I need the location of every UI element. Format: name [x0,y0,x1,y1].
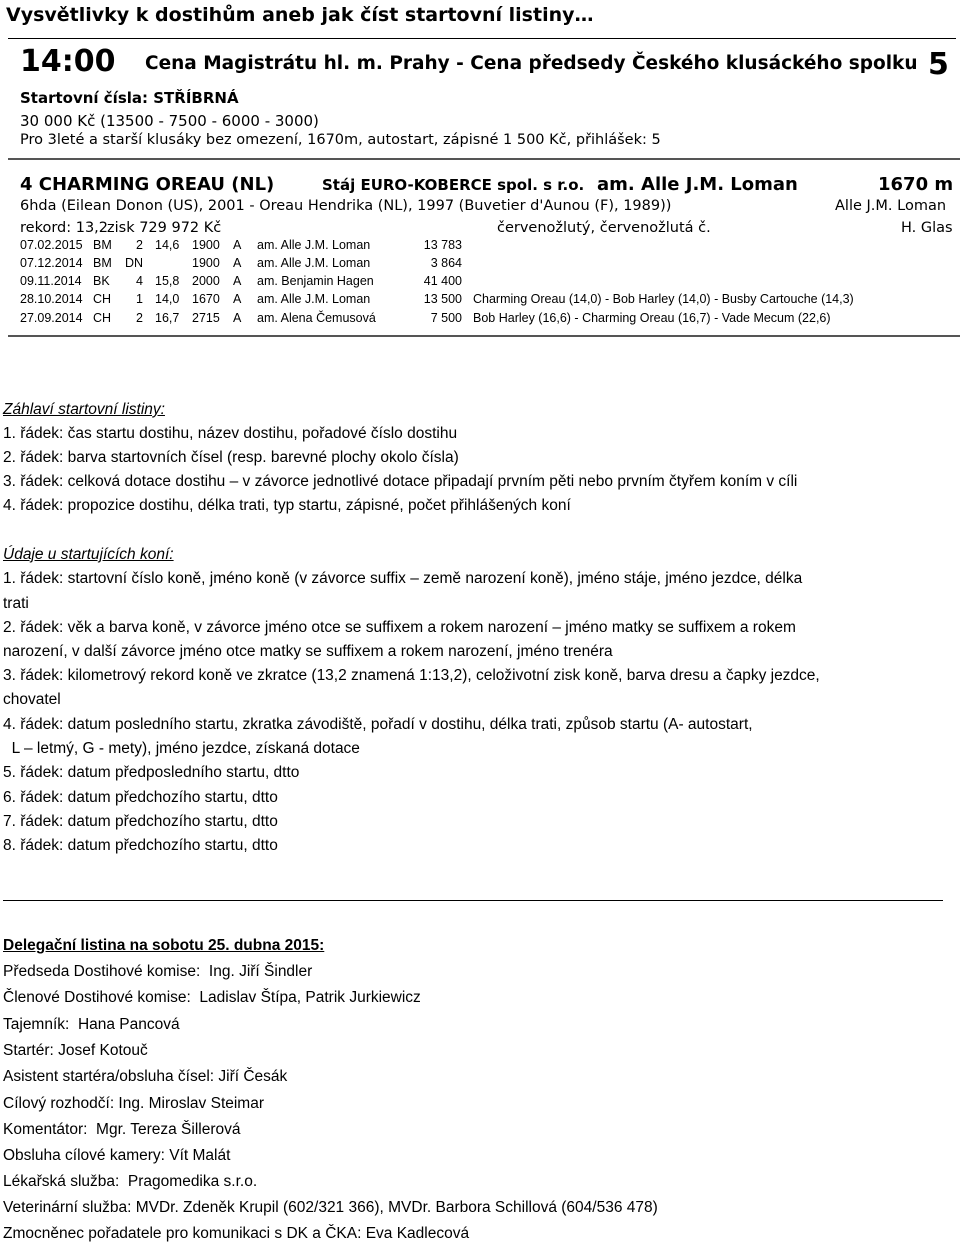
horse-record: rekord: 13,2 [20,220,109,236]
horse-distance: 1670 m [878,174,954,195]
run-start-type: A [233,238,242,252]
delegation-line: Startér: Josef Kotouč [3,1042,148,1059]
run-start-type: A [233,274,242,288]
horse-earnings: zisk 729 972 Kč [107,220,222,236]
run-distance: 2715 [192,311,220,325]
horse-owner: Alle J.M. Loman [835,198,947,214]
run-km-time: 14,6 [155,238,180,252]
explanation-line: 5. řádek: datum předposledního startu, dtto [3,764,300,781]
run-position: 1 [136,292,143,306]
run-track: BM [93,256,112,270]
run-date: 28.10.2014 [20,292,83,306]
table-row [0,292,960,310]
delegation-line: Obsluha cílové kamery: Vít Malát [3,1147,231,1164]
delegation-line: Veterinární služba: MVDr. Zdeněk Krupil (602/321 366), MVDr. Barbora Schillová (604/536 478) [3,1199,658,1216]
page-title: Vysvětlivky k dostihům aneb jak číst startovní listiny… [6,4,594,26]
delegation-line: Zmocněnec pořadatele pro komunikaci s DK a ČKA: Eva Kadlecová [3,1225,470,1242]
run-prize: 13 500 [423,292,462,306]
run-start-type: A [233,311,242,325]
run-track: BK [93,274,110,288]
explanation-line: 2. řádek: věk a barva koně, v závorce jméno otce se suffixem a rokem narození – jméno matky se suffixem a rokem [3,619,796,636]
run-date: 07.02.2015 [20,238,83,252]
horse-number-name: 4 CHARMING OREAU (NL) [20,174,275,195]
run-prize: 41 400 [423,274,462,288]
run-km-time: 15,8 [155,274,180,288]
explanation-line: 8. řádek: datum předchozího startu, dtto [3,837,278,854]
run-result: Charming Oreau (14,0) - Bob Harley (14,0) - Busby Cartouche (14,3) [473,292,854,306]
bib-colors: Startovní čísla: STŘÍBRNÁ [20,89,239,107]
run-km-time: 14,0 [155,292,180,306]
horse-colors: červenožlutý, červenožlutá č. [497,220,711,236]
race-name: Cena Magistrátu hl. m. Prahy - Cena předsedy Českého klusáckého spolku [145,53,918,74]
run-start-type: A [233,256,242,270]
delegation-line: Lékařská služba: Pragomedika s.r.o. [3,1173,258,1190]
horse-explanation-heading: Údaje u startujících koní: [3,546,174,563]
explanation-line: 2. řádek: barva startovních čísel (resp. barevné plochy okolo čísla) [3,449,459,466]
horse-stable: Stáj EURO-KOBERCE spol. s r.o. [322,176,585,194]
race-number: 5 [928,47,949,82]
run-date: 07.12.2014 [20,256,83,270]
explanation-line: 3. řádek: celková dotace dostihu – v závorce jednotlivé dotace připadají prvním pěti nebo prvním čtyřem koním v cíli [3,473,798,490]
table-row [0,274,960,292]
delegation-heading: Delegační listina na sobotu 25. dubna 2015: [3,937,325,954]
run-driver: am. Alle J.M. Loman [257,256,371,270]
run-driver: am. Alle J.M. Loman [257,292,371,306]
run-distance: 1900 [192,256,220,270]
delegation-line: Tajemník: Hana Pancová [3,1016,180,1033]
run-date: 27.09.2014 [20,311,83,325]
run-position: 4 [136,274,143,288]
race-prize: 30 000 Kč (13500 - 7500 - 6000 - 3000) [20,112,319,130]
horse-trainer: H. Glas [901,220,953,236]
title-divider [8,38,956,39]
table-row [0,238,960,256]
run-position: 2 [136,238,143,252]
delegation-line: Komentátor: Mgr. Tereza Šillerová [3,1121,241,1138]
header-explanation-heading: Záhlaví startovní listiny: [3,401,165,418]
run-distance: 1900 [192,238,220,252]
run-start-type: A [233,292,242,306]
race-divider [8,158,960,160]
run-position: DN [125,256,144,270]
delegation-line: Předseda Dostihové komise: Ing. Jiří Šindler [3,963,313,980]
run-position: 2 [136,311,143,325]
run-distance: 2000 [192,274,220,288]
explanation-line: 6. řádek: datum předchozího startu, dtto [3,789,278,806]
run-km-time: 16,7 [155,311,180,325]
explanation-line: 1. řádek: startovní číslo koně, jméno koně (v závorce suffix – země narození koně), jméno stáje, jméno jezdce, délka [3,570,803,587]
run-prize: 3 864 [430,256,462,270]
delegation-line: Členové Dostihové komise: Ladislav Štípa, Patrik Jurkiewicz [3,989,421,1006]
run-driver: am. Alle J.M. Loman [257,238,371,252]
explanation-line: L – letmý, G - mety), jméno jezdce, získaná dotace [3,740,360,757]
explanation-line: 4. řádek: propozice dostihu, délka trati, typ startu, zápisné, počet přihlášených koní [3,497,571,514]
delegation-line: Cílový rozhodčí: Ing. Miroslav Steimar [3,1095,265,1112]
explanation-line: 7. řádek: datum předchozího startu, dtto [3,813,278,830]
horse-driver: am. Alle J.M. Loman [597,174,798,195]
run-track: BM [93,238,112,252]
run-distance: 1670 [192,292,220,306]
table-row [0,311,960,329]
delegation-line: Asistent startéra/obsluha čísel: Jiří Česák [3,1068,288,1085]
explanation-line: 1. řádek: čas startu dostihu, název dostihu, pořadové číslo dostihu [3,425,458,442]
run-driver: am. Alena Čemusová [257,311,376,325]
race-time: 14:00 [20,44,116,79]
explanation-line: trati [3,595,29,612]
run-prize: 13 783 [423,238,462,252]
explanation-line: 3. řádek: kilometrový rekord koně ve zkratce (13,2 znamená 1:13,2), celoživotní zisk koně, barva dresu a čapky jezdce, [3,667,820,684]
table-row [0,256,960,274]
race-conditions: Pro 3leté a starší klusáky bez omezení, 1670m, autostart, zápisné 1 500 Kč, přihlášek: 5 [20,132,661,148]
run-track: CH [93,292,112,306]
explanation-line: 4. řádek: datum posledního startu, zkratka závodiště, pořadí v dostihu, délka trati, způsob startu (A- autostart, [3,716,753,733]
explanation-line: narození, v další závorce jméno otce matky se suffixem a rokem narození, jméno trenéra [3,643,613,660]
run-prize: 7 500 [430,311,462,325]
run-track: CH [93,311,112,325]
run-result: Bob Harley (16,6) - Charming Oreau (16,7) - Vade Mecum (22,6) [473,311,831,325]
entry-divider [8,335,960,337]
horse-pedigree: 6hda (Eilean Donon (US), 2001 - Oreau Hendrika (NL), 1997 (Buvetier d'Aunou (F), 1989)) [20,198,672,214]
run-date: 09.11.2014 [20,274,82,288]
run-driver: am. Benjamin Hagen [257,274,374,288]
section-separator [3,900,943,901]
explanation-line: chovatel [3,691,61,708]
